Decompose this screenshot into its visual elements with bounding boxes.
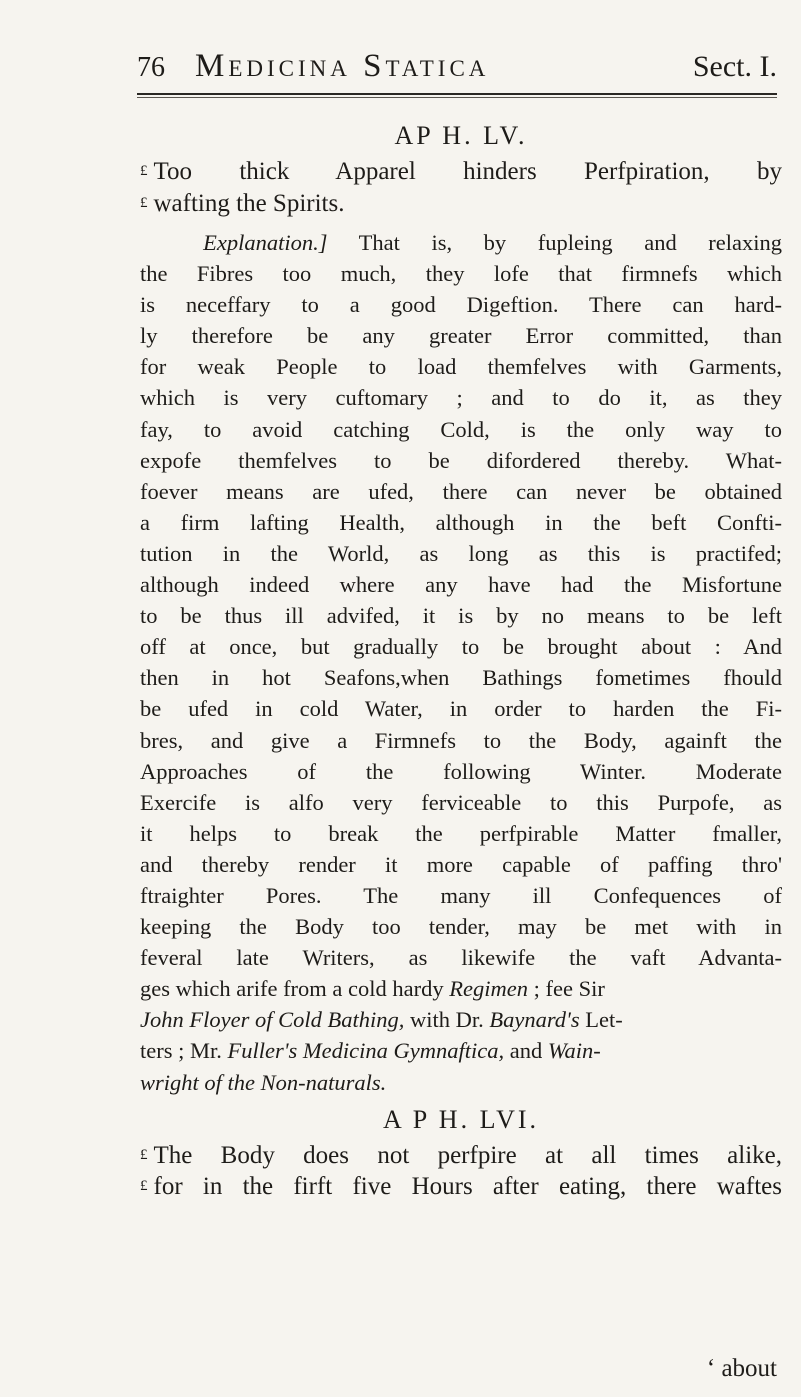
page-number: 76 (137, 52, 165, 83)
body-text (140, 118, 782, 1203)
text-line: the Fibres too much, they lofe that firmnefs which (140, 261, 782, 287)
aphorism-heading: AP H. LV. (394, 121, 528, 150)
text-line: ftraighter Pores. The many ill Confequences of (140, 882, 782, 908)
aphorism-56-text (140, 1140, 782, 1203)
text-line: ly therefore be any greater Error committed, than (140, 323, 782, 349)
aphorism-heading: A P H. LVI. (382, 1104, 540, 1134)
text-line: foever means are ufed, there can never be obtained (140, 478, 782, 504)
text-line: although indeed where any have had the Misfortune (140, 572, 782, 598)
text-line: Approaches of the following Winter. Moderate (140, 758, 782, 784)
section-label: Sect. I. (692, 50, 777, 83)
aphorism-55-text (140, 156, 782, 219)
text-line: expofe themfelves to be difordered thereby. What- (140, 447, 782, 473)
text-line: £ wafting the Spirits. (140, 189, 345, 217)
text-line: a firm lafting Health, although in the beft Confti- (140, 509, 782, 535)
explanation-label: Explanation.] (203, 230, 328, 255)
text-line: and thereby render it more capable of paffing thro' (140, 851, 782, 877)
text-line: John Floyer of Cold Bathing, with Dr. Baynard's Let- (140, 1007, 623, 1033)
text-line: fay, to avoid catching Cold, is the only way to (140, 416, 782, 442)
header-rule (137, 93, 777, 95)
text-line: off at once, but gradually to be brought about : And (140, 634, 782, 660)
text-line: it helps to break the perfpirable Matter fmaller, (140, 820, 782, 846)
text-line: is neceffary to a good Digeftion. There can hard- (140, 292, 782, 318)
text-line: be ufed in cold Water, in order to harden the Fi- (140, 696, 782, 722)
text-line: £ for in the firft five Hours after eating, there waftes (140, 1173, 782, 1201)
text-line: £ The Body does not perfpire at all times alike, (140, 1141, 782, 1169)
explanation (140, 227, 782, 1098)
text-line: then in hot Seafons,when Bathings fometimes fhould (140, 665, 782, 691)
text-line: keeping the Body too tender, may be met with in (140, 914, 782, 940)
catchword: ‘ about (706, 1355, 777, 1382)
header-rule-thin (137, 97, 777, 98)
text-line: for weak People to load themfelves with Garments, (140, 354, 782, 380)
text-line: ters ; Mr. Fuller's Medicina Gymnaftica, and Wain- (140, 1038, 601, 1064)
text-line: ges which arife from a cold hardy Regimen ; fee Sir (140, 976, 605, 1002)
text-line: £ Too thick Apparel hinders Perfpiration, by (140, 158, 782, 185)
text-line: wright of the Non-naturals. (140, 1069, 387, 1095)
text-line: to be thus ill advifed, it is by no means to be left (140, 603, 782, 629)
running-header (137, 48, 777, 94)
text-line: tution in the World, as long as this is practifed; (140, 540, 782, 566)
text-line: Exercife is alfo very ferviceable to this Purpofe, as (140, 789, 782, 815)
text-line: which is very cuftomary ; and to do it, as they (140, 385, 782, 411)
text-line: bres, and give a Firmnefs to the Body, againft the (140, 727, 782, 753)
running-title: Medicina Statica (195, 48, 490, 84)
text-line: Explanation.] That is, by fupleing and relaxing (203, 230, 782, 255)
text-line: feveral late Writers, as likewife the vaft Advanta- (140, 945, 782, 971)
